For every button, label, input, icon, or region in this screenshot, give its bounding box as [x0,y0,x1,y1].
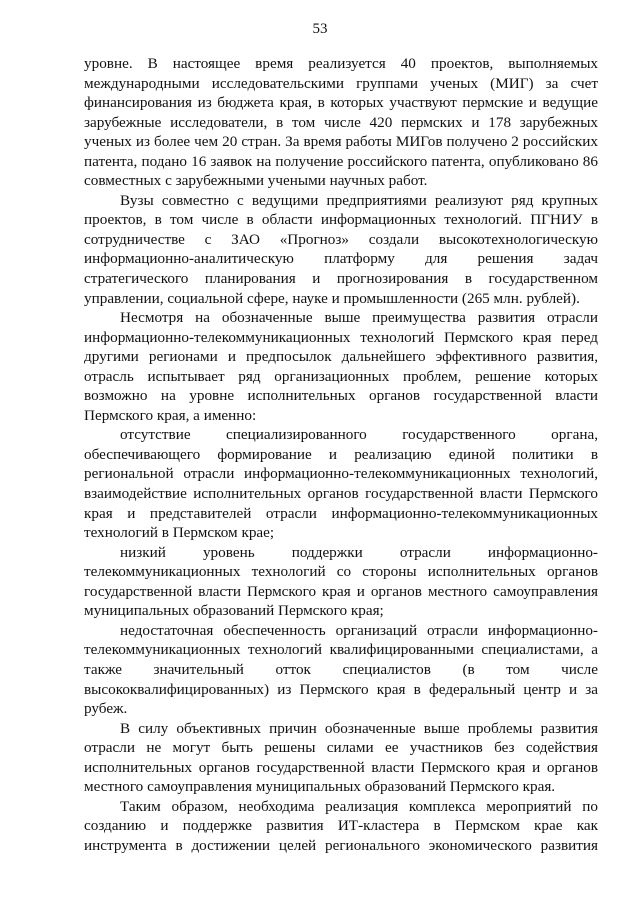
paragraph-universities: Вузы совместно с ведущими предприятиями реализуют ряд крупных проектов, в том числе в области информационных технологий. ПГНИУ в сотрудничестве с ЗАО «Прогноз» создали высокотехнологическую информационно-аналитическую платформу для решения задач стратегического планирования и прогнозирования в государственном управлении, социальной сфере, науке и промышленности (265 млн. рублей). [84,191,598,307]
list-item-low-support: низкий уровень поддержки отрасли информационно-телекоммуникационных технологий со стороны исполнительных органов государственной власти Пермского края и органов местного самоуправления муниципальных образований Пермского края; [84,543,598,620]
paragraph-it-cluster: Таким образом, необходима реализация комплекса мероприятий по созданию и поддержке развития ИТ-кластера в Пермском крае как инструмента в достижении целей регионального экономического развития [84,797,598,854]
list-item-no-state-body: отсутствие специализированного государственного органа, обеспечивающего формирование и реализацию единой политики в региональной отрасли информационно-телекоммуникационных технологий, взаимодействие исполнительных органов государственной власти Пермского края и представителей отрасли информационно-телекоммуникационных технологий в Пермском крае; [84,426,598,542]
document-body [84,54,598,855]
page-number: 53 [312,21,328,37]
list-item-staff-shortage: недостаточная обеспеченность организаций отрасли информационно-телекоммуникационных технологий квалифицированными специалистами, а также значительный отток специалистов (в том числе высококвалифицированных) из Пермского края в федеральный центр и за рубеж. [84,621,598,718]
paragraph-objective-reasons: В силу объективных причин обозначенные выше проблемы развития отрасли не могут быть решены силами ее участников без содействия исполнительных органов государственной власти Пермского края и органов местного самоуправления муниципальных образований Пермского края. [84,719,598,796]
paragraph-mig-projects: уровне. В настоящее время реализуется 40 проектов, выполняемых международными исследовательскими группами ученых (МИГ) за счет финансирования из бюджета края, в которых участвуют пермские и ведущие зарубежные исследователи, в том числе 420 пермских и 178 зарубежных ученых из более чем 20 стран. За время работы МИГов получено 2 российских патента, подано 16 заявок на получение российского патента, опубликовано 86 совместных с зарубежными учеными научных работ. [84,55,598,190]
paragraph-organizational-problems: Несмотря на обозначенные выше преимущества развития отрасли информационно-телекоммуникационных технологий Пермского края перед другими регионами и предпосылок дальнейшего эффективного развития, отрасль испытывает ряд организационных проблем, решение которых возможно на уровне исполнительных органов государственной власти Пермского края, а именно: [84,309,598,424]
